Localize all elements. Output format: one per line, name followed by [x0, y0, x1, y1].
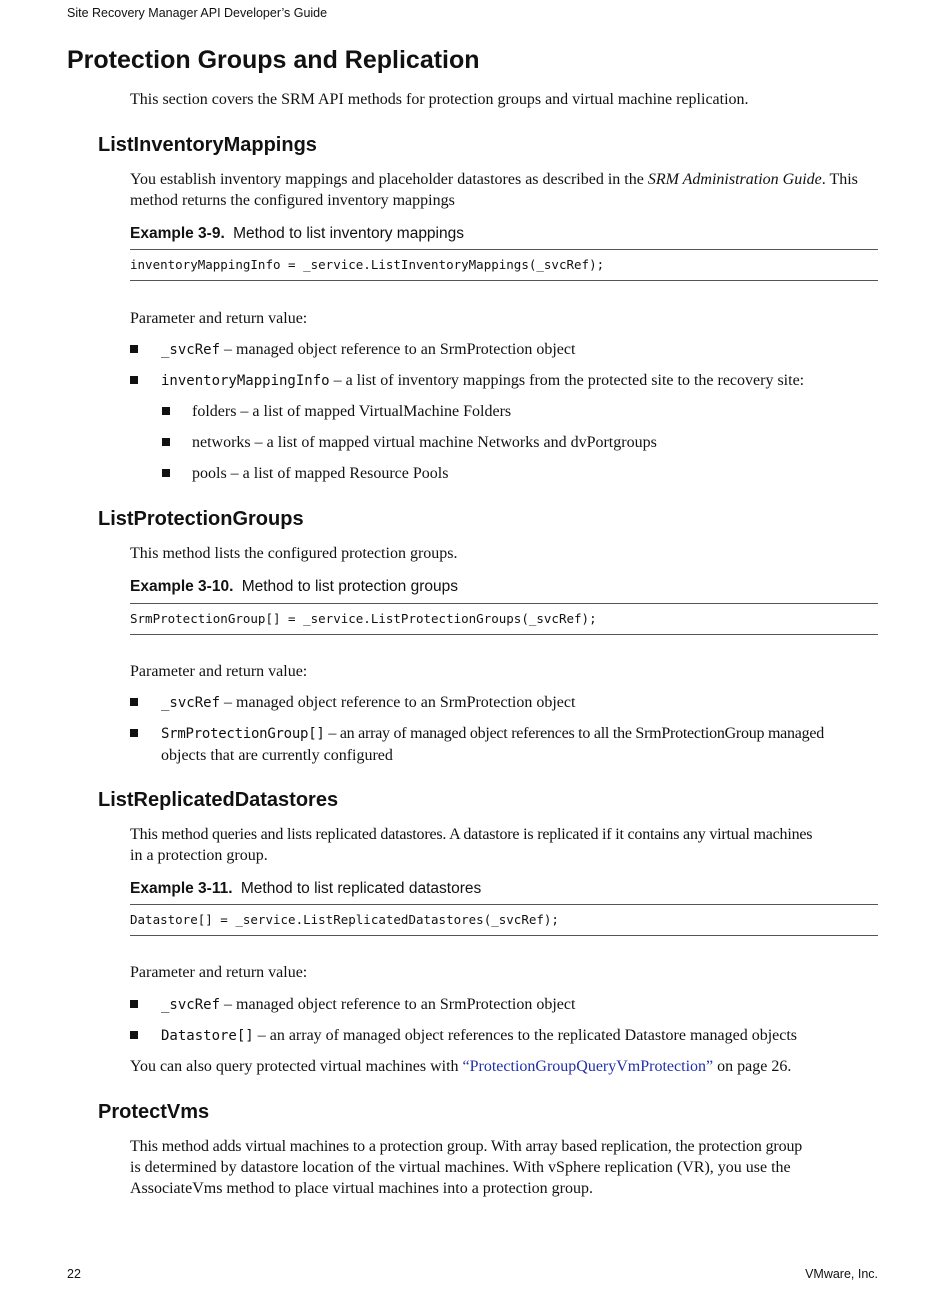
section-title: Protection Groups and Replication [67, 46, 480, 74]
footer-company: VMware, Inc. [805, 1267, 878, 1281]
param-label: Parameter and return value: [130, 663, 308, 680]
list-item: SrmProtectionGroup[] – an array of managed object references to all the SrmProtectionGroup managed objects that are currently configured [161, 725, 824, 764]
bullet-icon [162, 469, 170, 477]
list-protection-paragraph: This method lists the configured protection groups. [130, 545, 458, 562]
heading-list-protection-groups: ListProtectionGroups [98, 508, 304, 530]
bullet-icon [130, 345, 138, 353]
cross-reference-paragraph: You can also query protected virtual machines with “ProtectionGroupQueryVmProtection” on page 26. [130, 1058, 792, 1075]
example-3-10-title: Example 3-10. Method to list protection groups [130, 578, 458, 595]
sub-list-item: pools – a list of mapped Resource Pools [192, 465, 449, 482]
bullet-icon [130, 729, 138, 737]
bullet-icon [162, 438, 170, 446]
list-item: Datastore[] – an array of managed object references to the replicated Datastore managed objects [161, 1027, 798, 1044]
sub-list-item: networks – a list of mapped virtual machine Networks and dvPortgroups [192, 434, 657, 451]
bullet-icon [162, 407, 170, 415]
code-block-3-11: Datastore[] = _service.ListReplicatedDatastores(_svcRef); [130, 904, 878, 936]
param-label: Parameter and return value: [130, 964, 308, 981]
bullet-icon [130, 1031, 138, 1039]
bullet-icon [130, 698, 138, 706]
heading-list-replicated-datastores: ListReplicatedDatastores [98, 789, 339, 811]
param-label: Parameter and return value: [130, 310, 308, 327]
list-inventory-paragraph: You establish inventory mappings and placeholder datastores as described in the SRM Administration Guide. This method returns the configured inventory mappings [130, 171, 858, 209]
cross-reference-link[interactable]: “ProtectionGroupQueryVmProtection” [462, 1058, 714, 1075]
example-3-9-title: Example 3-9. Method to list inventory mappings [130, 225, 464, 242]
bullet-icon [130, 1000, 138, 1008]
list-item: inventoryMappingInfo – a list of inventory mappings from the protected site to the recovery site: [161, 372, 805, 389]
sub-list-item: folders – a list of mapped VirtualMachine Folders [192, 403, 512, 420]
list-item: _svcRef – managed object reference to an SrmProtection object [161, 996, 576, 1013]
page-number: 22 [67, 1267, 81, 1281]
example-3-11-title: Example 3-11. Method to list replicated datastores [130, 880, 482, 897]
section-intro: This section covers the SRM API methods for protection groups and virtual machine replication. [130, 91, 749, 108]
list-item: _svcRef – managed object reference to an SrmProtection object [161, 694, 576, 711]
code-block-3-10: SrmProtectionGroup[] = _service.ListProtectionGroups(_svcRef); [130, 603, 878, 635]
list-item: _svcRef – managed object reference to an SrmProtection object [161, 341, 576, 358]
code-block-3-9: inventoryMappingInfo = _service.ListInventoryMappings(_svcRef); [130, 249, 878, 281]
list-replicated-paragraph: This method queries and lists replicated datastores. A datastore is replicated if it contains any virtual machines in a protection group. [130, 826, 813, 864]
heading-protect-vms: ProtectVms [98, 1101, 210, 1123]
running-header: Site Recovery Manager API Developer’s Guide [67, 6, 328, 20]
bullet-icon [130, 376, 138, 384]
protect-vms-paragraph: This method adds virtual machines to a protection group. With array based replication, the protection group is determined by datastore location of the virtual machines. With vSphere replication (VR), you use the AssociateVms method to place virtual machines into a protection group. [130, 1138, 803, 1197]
heading-list-inventory-mappings: ListInventoryMappings [98, 134, 317, 156]
doc-title-italic: SRM Administration Guide [647, 171, 822, 188]
